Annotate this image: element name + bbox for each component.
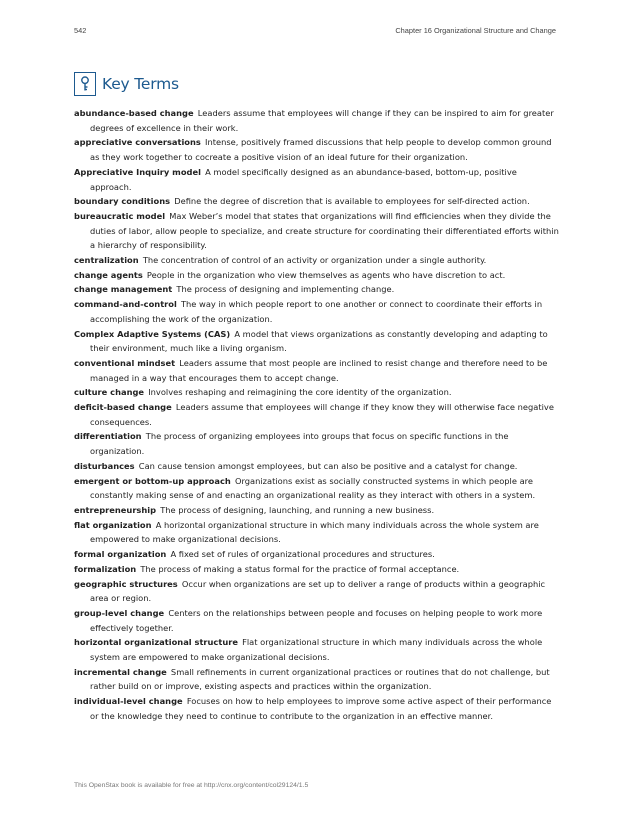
term-word: incremental change <box>74 666 167 677</box>
term-definition: Max Weber’s model that states that organizations will find efficiencies when they divide the duties of labor, allow people to specialize, and create structure for coordinating their differentiated efforts within a hierarchy of responsibility. <box>90 210 559 251</box>
term-definition: The process of designing and implementing change. <box>176 284 395 295</box>
term-definition: The process of making a status formal for the practice of formal acceptance. <box>140 563 460 574</box>
section-title: Key Terms <box>102 75 179 93</box>
glossary-entry <box>74 459 559 474</box>
term-definition: Flat organizational structure in which many individuals across the whole system are empowered to make organizational decisions. <box>90 637 543 663</box>
term-word: emergent or bottom-up approach <box>74 475 231 486</box>
glossary-entry <box>74 253 559 268</box>
glossary-entry <box>74 282 559 297</box>
glossary-entry <box>74 135 559 164</box>
term-word: command-and-control <box>74 299 177 310</box>
term-definition: People in the organization who view themselves as agents who have discretion to act. <box>146 269 506 280</box>
glossary-entry <box>74 297 559 326</box>
glossary-entry <box>74 429 559 458</box>
term-definition: Leaders assume that employees will change if they know they will otherwise face negative consequences. <box>90 402 554 427</box>
term-word: formalization <box>74 563 137 574</box>
term-definition: Small refinements in current organizational practices or routines that do not challenge, but rather build on or improve, existing aspects and practices within the organization. <box>90 666 550 692</box>
glossary-entry <box>74 106 559 135</box>
term-word: centralization <box>74 255 139 266</box>
term-word: conventional mindset <box>74 357 176 368</box>
term-word: differentiation <box>74 431 142 442</box>
glossary-entry <box>74 474 559 503</box>
running-header <box>74 26 556 38</box>
term-word: horizontal organizational structure <box>74 637 238 648</box>
term-word: disturbances <box>74 460 135 471</box>
glossary-entry <box>74 577 559 606</box>
term-word: abundance-based change <box>74 108 194 118</box>
term-definition: The way in which people report to one another or connect to coordinate their efforts in accomplishing the work of the organization. <box>90 299 543 324</box>
glossary-entry <box>74 635 559 664</box>
term-definition: Can cause tension amongst employees, but can also be positive and a catalyst for change. <box>138 460 518 471</box>
term-word: Complex Adaptive Systems (CAS) <box>74 328 231 339</box>
term-word: culture change <box>74 387 145 398</box>
glossary-entry <box>74 694 559 723</box>
glossary-entry <box>74 268 559 283</box>
term-definition: A fixed set of rules of organizational procedures and structures. <box>170 549 435 560</box>
term-definition: Involves reshaping and reimagining the core identity of the organization. <box>148 387 452 398</box>
term-definition: Centers on the relationships between people and focuses on helping people to work more effectively together. <box>90 607 543 633</box>
term-word: change management <box>74 284 173 295</box>
key-terms-list <box>74 106 559 724</box>
glossary-entry <box>74 400 559 429</box>
section-heading <box>74 70 179 98</box>
glossary-entry <box>74 209 559 253</box>
glossary-entry <box>74 562 559 577</box>
term-definition: The process of designing, launching, and running a new business. <box>160 504 435 515</box>
term-word: group-level change <box>74 607 165 618</box>
term-definition: The process of organizing employees into groups that focus on specific functions in the organization. <box>90 431 509 457</box>
chapter-title: Chapter 16 Organizational Structure and Change <box>395 26 556 35</box>
glossary-entry <box>74 518 559 547</box>
term-word: change agents <box>74 269 143 280</box>
term-word: boundary conditions <box>74 196 171 207</box>
term-definition: Define the degree of discretion that is available to employees for self-directed action. <box>174 196 530 207</box>
footer-note: This OpenStax book is available for free at http://cnx.org/content/col29124/1.5 <box>74 782 309 789</box>
glossary-entry <box>74 665 559 694</box>
term-word: flat organization <box>74 519 152 530</box>
term-definition: A horizontal organizational structure in which many individuals across the whole system are empowered to make organizational decisions. <box>90 519 539 545</box>
glossary-entry <box>74 503 559 518</box>
glossary-entry <box>74 165 559 194</box>
term-definition: The concentration of control of an activity or organization under a single authority. <box>142 255 487 266</box>
term-word: deficit-based change <box>74 402 172 413</box>
term-definition: Occur when organizations are set up to deliver a range of products within a geographic area or region. <box>90 578 546 604</box>
term-word: individual-level change <box>74 696 183 707</box>
glossary-entry <box>74 385 559 400</box>
term-definition: A model that views organizations as constantly developing and adapting to their environment, much like a living organism. <box>90 328 548 354</box>
term-definition: Intense, positively framed discussions that help people to develop common ground as they work together to cocreate a positive vision of an ideal future for their organization. <box>90 137 552 163</box>
glossary-entry <box>74 194 559 209</box>
term-definition: A model specifically designed as an abundance-based, bottom-up, positive approach. <box>90 166 517 192</box>
term-word: formal organization <box>74 549 167 560</box>
glossary-entry <box>74 327 559 356</box>
term-word: bureaucratic model <box>74 210 166 221</box>
term-definition: Focuses on how to help employees to improve some active aspect of their performance or the knowledge they need to continue to contribute to the organization in an effective manner. <box>90 696 552 721</box>
term-definition: Leaders assume that employees will change if they can be inspired to aim for greater degrees of excellence in their work. <box>90 108 554 133</box>
term-word: geographic structures <box>74 578 178 589</box>
term-definition: Organizations exist as socially constructed systems in which people are constantly making sense of and enacting an organizational reality as they interact with others in a system. <box>90 475 536 501</box>
term-definition: Leaders assume that most people are inclined to resist change and therefore need to be managed in a way that encourages them to accept change. <box>90 357 548 383</box>
term-word: appreciative conversations <box>74 137 201 148</box>
glossary-entry <box>74 547 559 562</box>
glossary-entry <box>74 606 559 635</box>
page-number: 542 <box>74 26 87 35</box>
glossary-entry <box>74 356 559 385</box>
key-icon <box>74 72 96 96</box>
term-word: Appreciative Inquiry model <box>74 166 201 177</box>
term-word: entrepreneurship <box>74 504 157 515</box>
